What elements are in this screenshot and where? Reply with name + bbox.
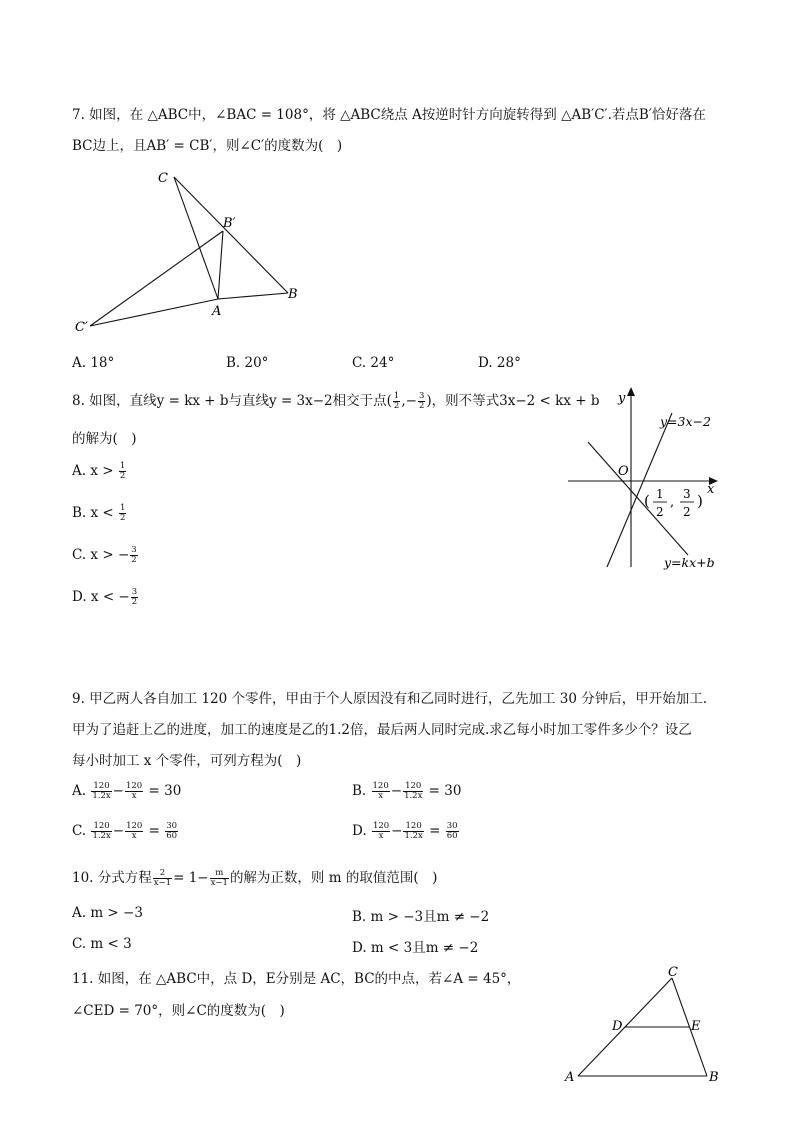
q11-label-D: D [612, 1019, 623, 1034]
q7-segment-BprimeA [218, 231, 223, 299]
q8-stem-part2: )，则不等式3x−2 < kx + b [426, 393, 600, 409]
q7-option-b[interactable]: B. 20° [226, 355, 269, 371]
q9-stem-line1: 9. 甲乙两人各自加工 120 个零件，甲由于个人原因没有和乙同时进行，乙先加工 30 分钟后，甲开始加工. [72, 691, 708, 707]
q8-stem-part1: 8. 如图，直线y = kx + b与直线y = 3x−2相交于点( [72, 393, 392, 409]
q11-stem-line2: ∠CED = 70°，则∠C的度数为( ) [72, 1003, 285, 1019]
q7-segment-AB [218, 293, 288, 299]
q7-label-Bprime: B′ [223, 216, 236, 231]
q8-x-axis-label: x [707, 482, 715, 497]
q7-segment-CA [174, 177, 218, 299]
svg-text:): ) [697, 492, 703, 510]
q8-stem-line2: 的解为( ) [72, 431, 137, 447]
q11-label-C: C [668, 965, 678, 980]
q10-option-c[interactable]: C. m < 3 [72, 936, 132, 952]
q11-figure [560, 960, 730, 1090]
q9-option-a[interactable]: A. $\frac{120}{1.2x}$ − $\frac{120}{x}$ = 30 [72, 781, 182, 801]
q8-label-line-a: y=3x−2 [660, 414, 711, 429]
q11-label-A: A [565, 1070, 575, 1085]
q10-fraction-1: $\frac{2}{x-1}$ [153, 868, 172, 888]
q9-stem-line2: 甲为了追赶上乙的进度，加工的速度是乙的1.2倍，最后两人同时完成.求乙每小时加工零件多少个？设乙 [72, 722, 692, 738]
q11-stem-line1: 11. 如图，在 △ABC中，点 D，E分别是 AC，BC的中点，若∠A = 45°， [72, 971, 521, 987]
q8-intersection-label [644, 487, 703, 519]
q11-label-B: B [709, 1070, 719, 1085]
q7-option-c[interactable]: C. 24° [352, 355, 395, 371]
q8-point-separator: ,− [401, 393, 417, 409]
q8-point-y-fraction: $\frac{3}{2}$ [418, 391, 425, 411]
q9-stem-line3: 每小时加工 x 个零件，可列方程为( ) [72, 753, 302, 769]
q8-point-x-fraction: $\frac{1}{2}$ [393, 391, 400, 411]
q8-stem-line1 [72, 389, 599, 411]
q7-label-Cprime: C′ [75, 320, 88, 335]
q7-stem-line1: 7. 如图，在 △ABC中，∠BAC = 108°，将 △ABC绕点 A按逆时针方向旋转得到 △AB′C′.若点B′恰好落在 [72, 107, 706, 123]
q7-option-a[interactable]: A. 18° [72, 355, 115, 371]
q8-option-d[interactable]: D. x < − $\frac{3}{2}$ [72, 587, 138, 607]
q7-label-A: A [212, 304, 222, 319]
q8-graph [560, 385, 730, 575]
q7-label-C: C [158, 171, 168, 186]
q7-segment-CB [174, 177, 288, 293]
q11-label-E: E [691, 1019, 701, 1034]
svg-text:3: 3 [683, 487, 691, 501]
svg-text:2: 2 [656, 505, 664, 519]
svg-text:2: 2 [683, 505, 691, 519]
q10-stem: 10. 分式方程 $\frac{2}{x-1}$ = 1− $\frac{m}{x-1}$ 的解为正数，则 m 的取值范围( ) [72, 868, 438, 888]
svg-text:(: ( [644, 492, 650, 510]
svg-text:1: 1 [656, 487, 664, 501]
q8-origin-label: O [618, 464, 629, 479]
q8-y-axis-label: y [618, 391, 626, 406]
q7-option-d[interactable]: D. 28° [478, 355, 521, 371]
q10-option-a[interactable]: A. m > −3 [72, 905, 143, 921]
q7-label-B: B [288, 287, 298, 302]
q10-option-b[interactable]: B. m > −3且m ≠ −2 [352, 909, 490, 925]
q7-figure [70, 165, 320, 340]
svg-text:,: , [670, 495, 675, 510]
q9-option-c[interactable]: C. $\frac{120}{1.2x}$ − $\frac{120}{x}$ = $\frac{30}{60}$ [72, 821, 178, 841]
q7-stem-line2: BC边上，且AB′ = CB′，则∠C′的度数为( ) [72, 138, 343, 154]
q8-label-line-b: y=kx+b [664, 555, 715, 570]
q9-option-b[interactable]: B. $\frac{120}{x}$ − $\frac{120}{1.2x}$ = 30 [352, 781, 462, 801]
q10-fraction-2: $\frac{m}{x-1}$ [210, 868, 228, 888]
q9-option-d[interactable]: D. $\frac{120}{x}$ − $\frac{120}{1.2x}$ = $\frac{30}{60}$ [352, 821, 458, 841]
q8-option-b[interactable]: B. x < $\frac{1}{2}$ [72, 503, 126, 523]
q8-y-axis-arrow [627, 387, 635, 396]
q10-option-d[interactable]: D. m < 3且m ≠ −2 [352, 940, 479, 956]
q8-option-a[interactable]: A. x > $\frac{1}{2}$ [72, 461, 126, 481]
q8-option-c[interactable]: C. x > − $\frac{3}{2}$ [72, 545, 137, 565]
